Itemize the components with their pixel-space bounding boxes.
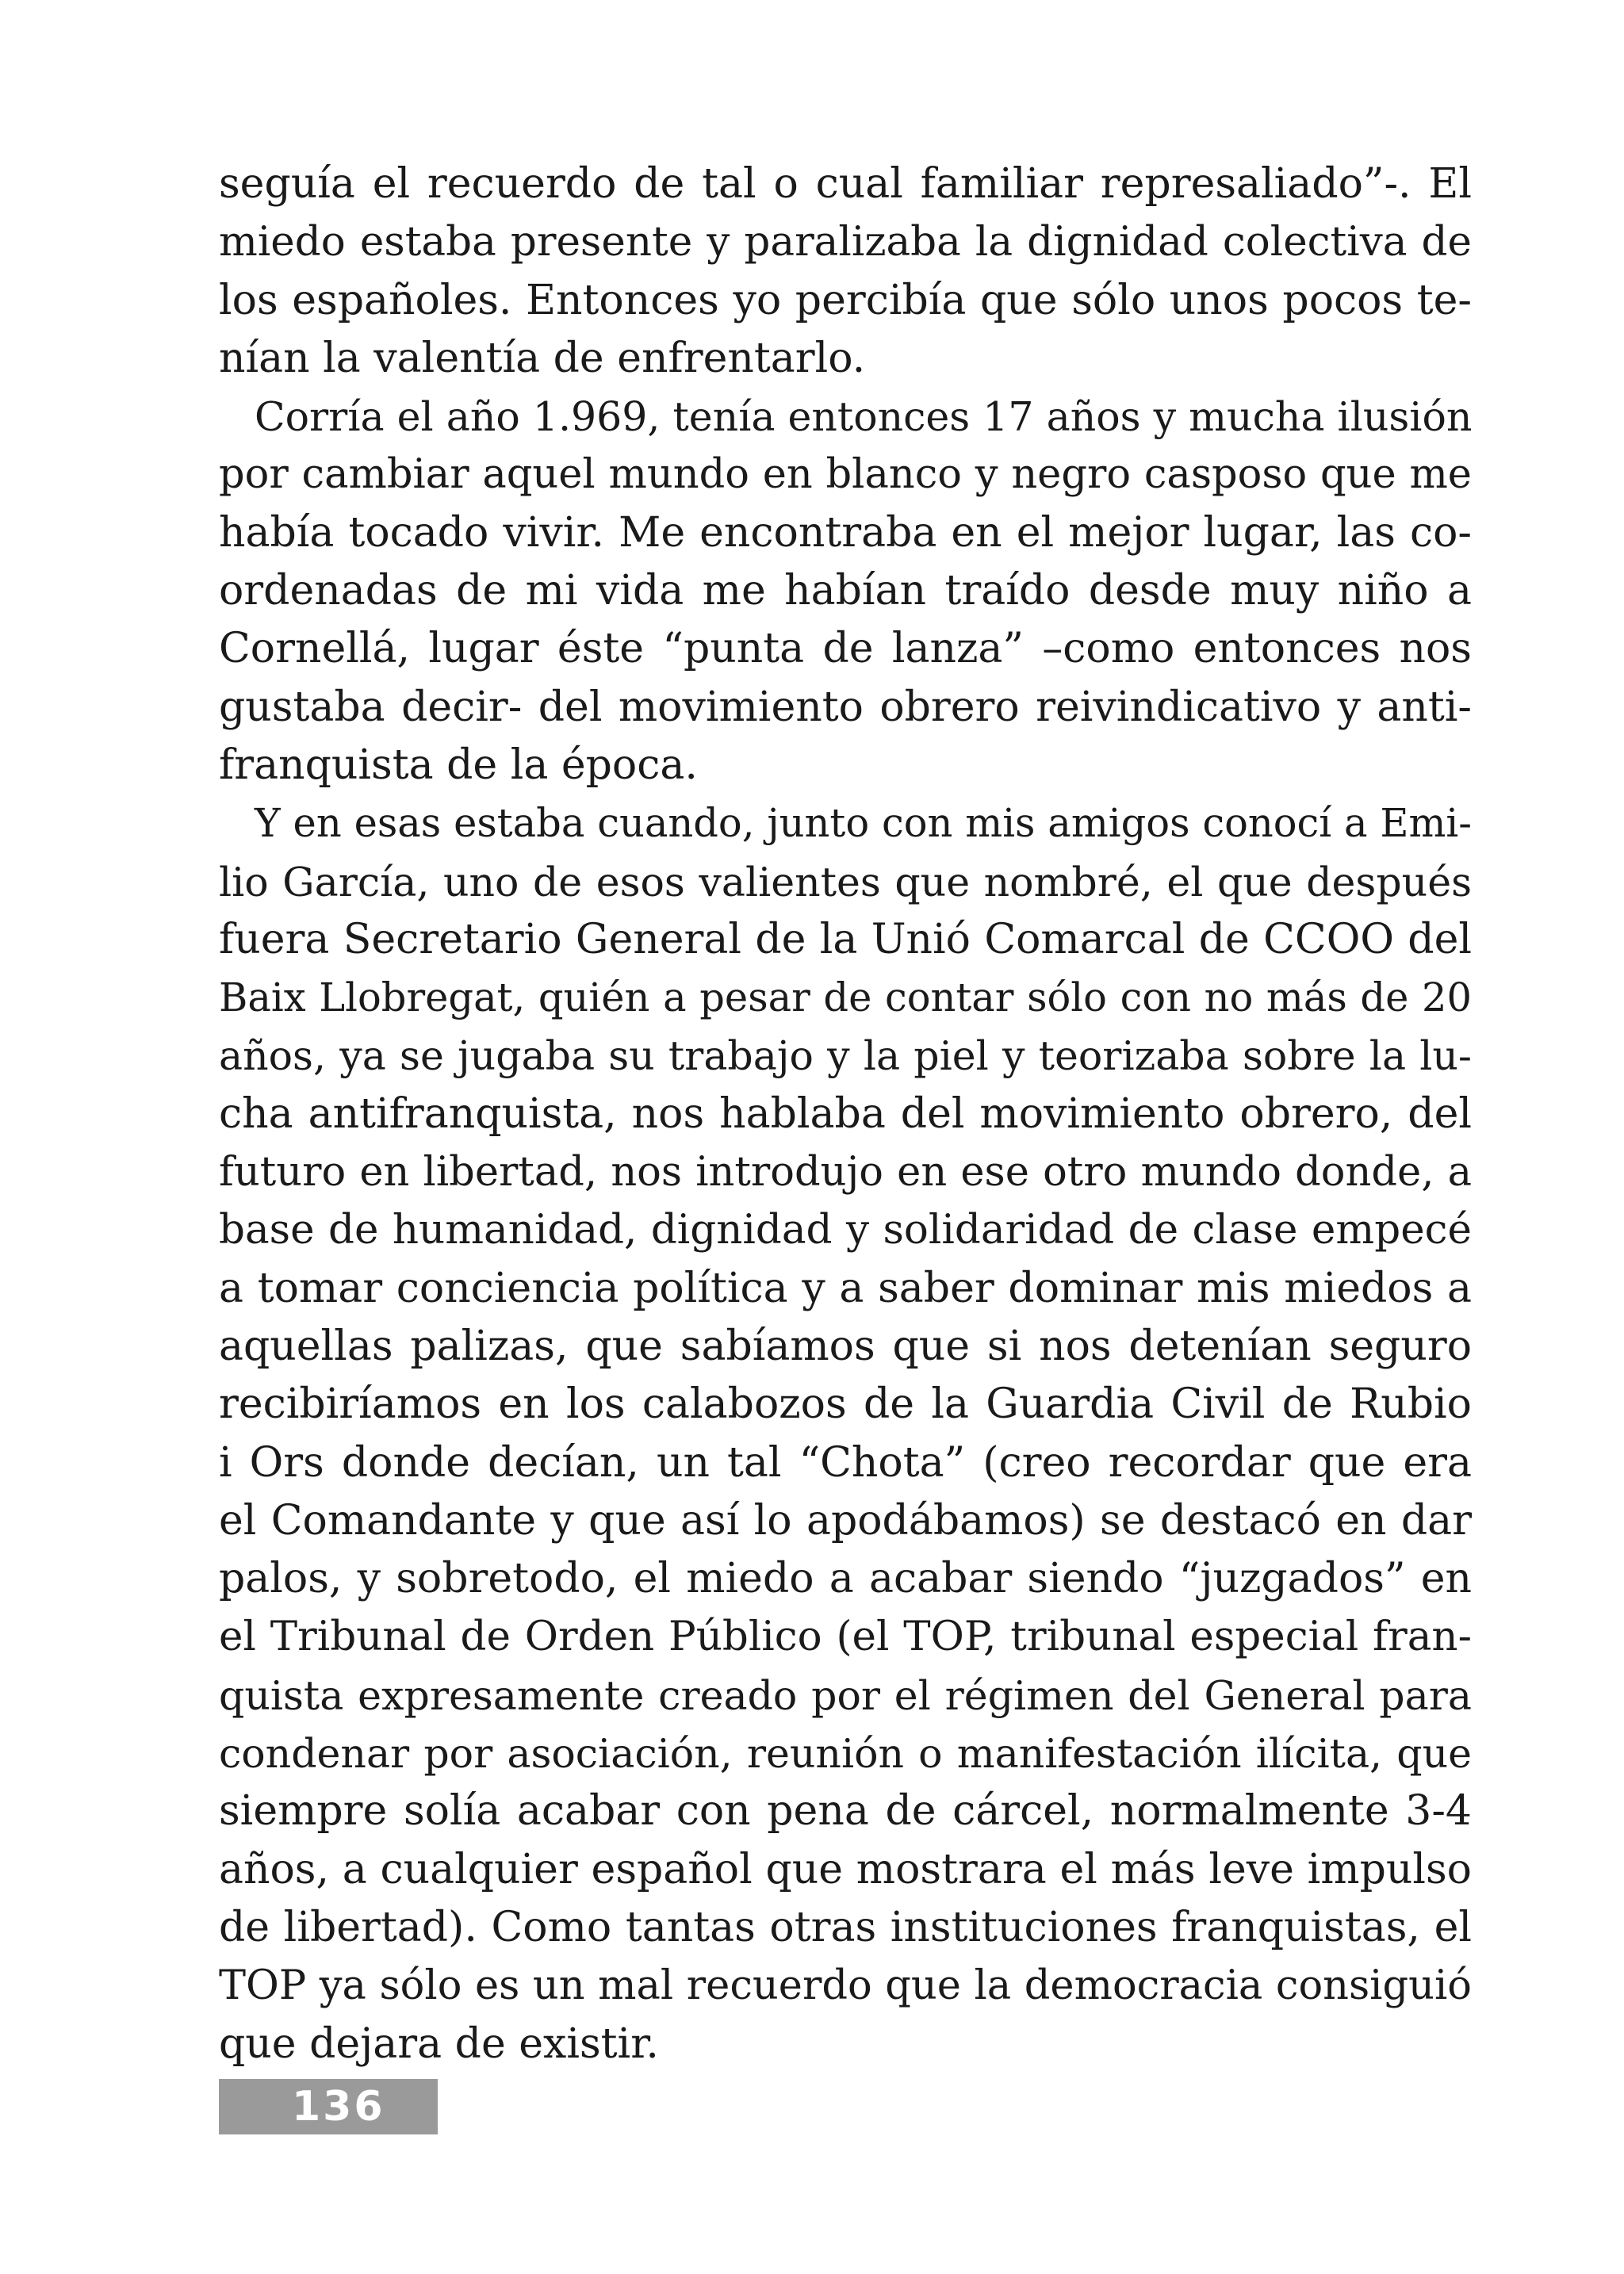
page-number: 136	[219, 2079, 438, 2134]
text-line: condenar por asociación, reunión o manifestación ilícita, que	[219, 1730, 1472, 1778]
text-line: franquista de la época.	[219, 741, 698, 789]
text-line: años, ya se jugaba su trabajo y la piel y teorizaba sobre la lu-	[219, 1032, 1472, 1080]
text-line: recibiríamos en los calabozos de la Guardia Civil de Rubio	[219, 1380, 1472, 1429]
text-line: de libertad). Como tantas otras instituciones franquistas, el	[219, 1903, 1472, 1951]
text-line: cha antifranquista, nos hablaba del movimiento obrero, del	[219, 1089, 1472, 1138]
text-line: ordenadas de mi vida me habían traído desde muy niño a	[219, 567, 1472, 615]
text-line: por cambiar aquel mundo en blanco y negro casposo que me	[219, 451, 1472, 499]
text-line: base de humanidad, dignidad y solidaridad de clase empecé	[219, 1206, 1472, 1254]
text-line: lio García, uno de esos valientes que nombré, el que después	[219, 858, 1472, 905]
text-line: Baix Llobregat, quién a pesar de contar sólo con no más de 20	[219, 974, 1472, 1021]
text-line: Cornellá, lugar éste “punta de lanza” –como entonces nos	[219, 625, 1472, 673]
text-line: los españoles. Entonces yo percibía que sólo unos pocos te-	[219, 276, 1472, 324]
text-line: futuro en libertad, nos introdujo en ese otro mundo donde, a	[219, 1149, 1472, 1196]
text-line: TOP ya sólo es un mal recuerdo que la democracia consiguió	[219, 1962, 1472, 2010]
text-line: gustaba decir- del movimiento obrero reivindicativo y anti-	[219, 683, 1472, 731]
text-line: siempre solía acabar con pena de cárcel, normalmente 3-4	[219, 1787, 1472, 1836]
text-line: miedo estaba presente y paralizaba la dignidad colectiva de	[219, 218, 1472, 266]
text-line: a tomar conciencia política y a saber dominar mis miedos a	[219, 1264, 1472, 1312]
text-line: seguía el recuerdo de tal o cual familiar represaliado”-. El	[219, 160, 1472, 208]
text-line: fuera Secretario General de la Unió Comarcal de CCOO del	[219, 915, 1472, 963]
text-line: palos, y sobretodo, el miedo a acabar siendo “juzgados” en	[219, 1555, 1472, 1603]
text-line: quista expresamente creado por el régimen del General para	[219, 1671, 1472, 1719]
text-line: i Ors donde decían, un tal “Chota” (creo recordar que era	[219, 1438, 1472, 1487]
text-line: el Tribunal de Orden Público (el TOP, tribunal especial fran-	[219, 1613, 1472, 1661]
text-line: que dejara de existir.	[219, 2019, 659, 2068]
text-line: el Comandante y que así lo apodábamos) se destacó en dar	[219, 1496, 1472, 1545]
text-line: aquellas palizas, que sabíamos que si nos detenían seguro	[219, 1322, 1472, 1370]
text-line: años, a cualquier español que mostrara el más leve impulso	[219, 1845, 1472, 1893]
text-line: había tocado vivir. Me encontraba en el mejor lugar, las co-	[219, 508, 1472, 557]
text-line: nían la valentía de enfrentarlo.	[219, 334, 866, 382]
text-line: Corría el año 1.969, tenía entonces 17 años y mucha ilusión	[255, 393, 1473, 441]
body-text	[219, 155, 1472, 2073]
text-line: Y en esas estaba cuando, junto con mis amigos conocí a Emi-	[255, 800, 1472, 847]
